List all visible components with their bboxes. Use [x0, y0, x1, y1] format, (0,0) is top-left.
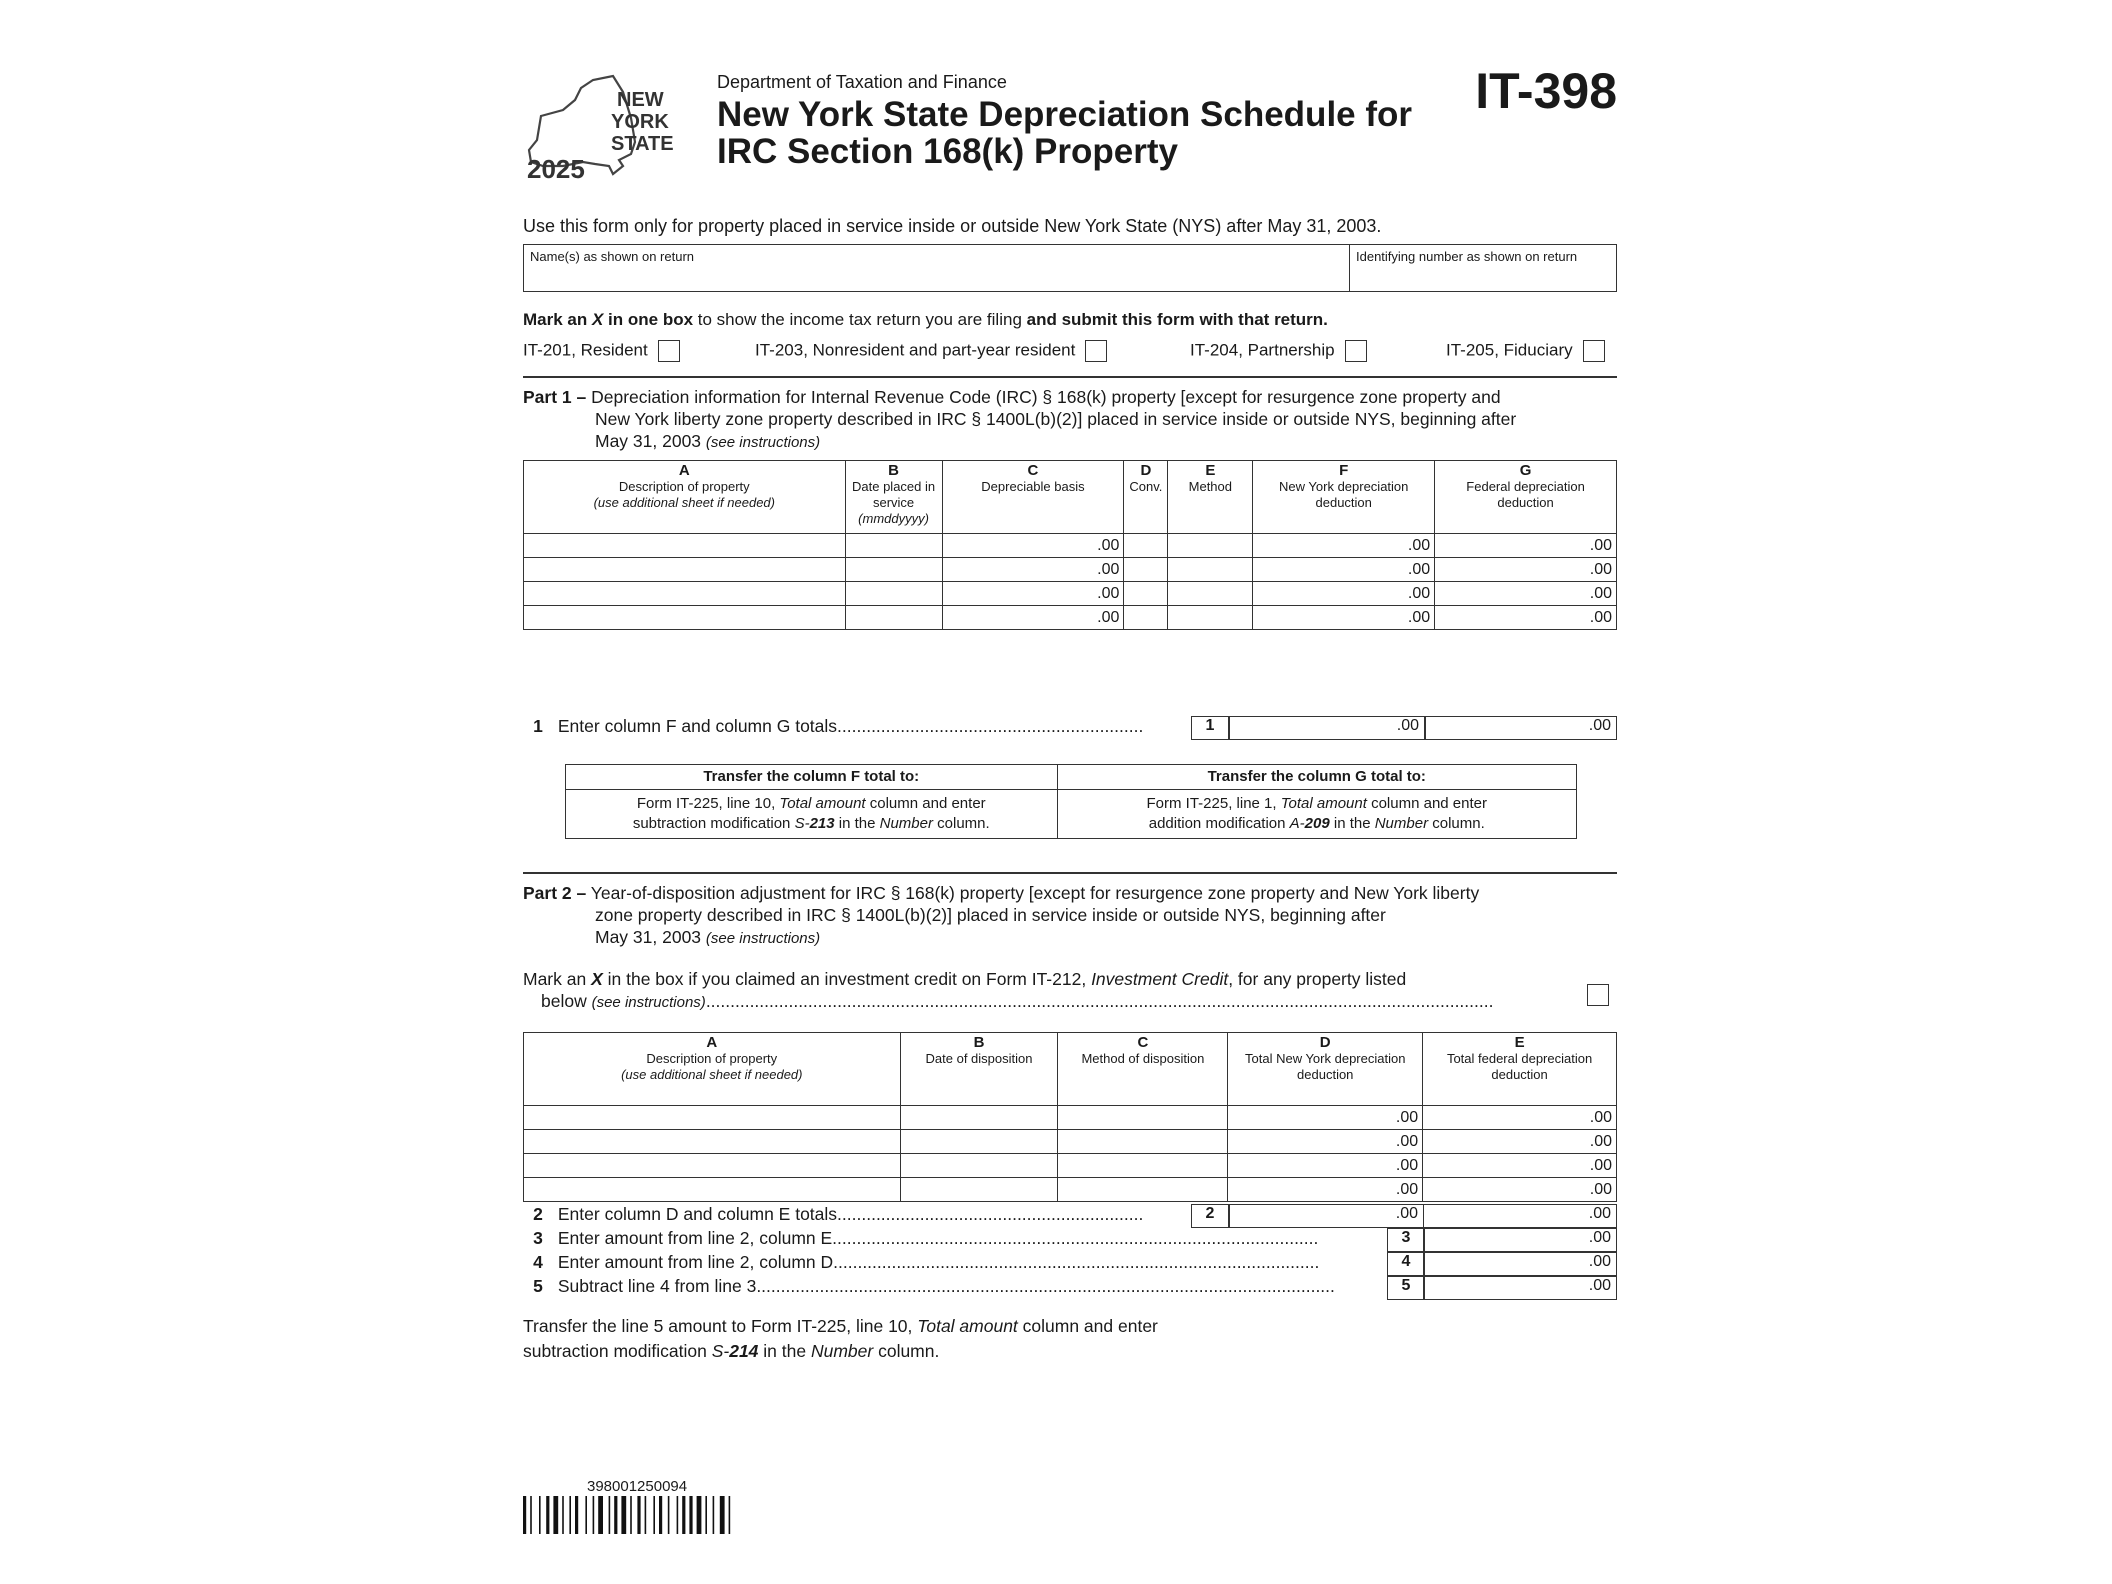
fed-deduction-input[interactable]: .00	[1435, 558, 1617, 582]
part1-table	[523, 460, 1617, 630]
table-row	[524, 606, 1617, 630]
line-2: 2 Enter column D and column E totals...............................................................	[533, 1204, 1144, 1224]
line-4: 4 Enter amount from line 2, column D....................................................................................................	[533, 1252, 1320, 1272]
date-input[interactable]	[845, 534, 942, 558]
mark-instruction: Mark an X in one box to show the income tax return you are filing and submit this form with that return.	[523, 310, 1328, 329]
ny-deduction-input[interactable]: .00	[1253, 582, 1435, 606]
part1-col-e-header: E Method	[1168, 461, 1253, 534]
line-1-ny-total[interactable]: .00	[1229, 716, 1425, 740]
logo-year: 2025	[527, 154, 585, 180]
form-number: IT-398	[1475, 63, 1617, 119]
return-type-it201: IT-201, Resident	[523, 340, 680, 362]
line-5-number-box: 5	[1387, 1276, 1425, 1300]
it204-checkbox[interactable]	[1345, 340, 1367, 362]
table-row	[524, 558, 1617, 582]
desc-input[interactable]	[524, 582, 846, 606]
name-field-label: Name(s) as shown on return	[530, 249, 695, 264]
basis-input[interactable]: .00	[942, 558, 1124, 582]
conv-input[interactable]	[1124, 606, 1168, 630]
part1-heading: Part 1 – Depreciation information for Internal Revenue Code (IRC) § 168(k) property [except for resurgence zone property and New York liberty zone property described in IRC § 1400L(b)(2)] placed in service inside or outside NYS, beginning after May 31, 2003 (see instructions)	[523, 387, 1517, 451]
part2-col-e-header: E Total federal depreciation deduction	[1423, 1033, 1617, 1106]
table-row	[524, 1178, 1617, 1202]
line-1-number-box: 1	[1191, 716, 1229, 740]
date-input[interactable]	[845, 582, 942, 606]
investment-credit-checkbox[interactable]	[1587, 984, 1609, 1006]
fed-deduction-input[interactable]: .00	[1435, 606, 1617, 630]
part1-col-f-header: F New York depreciation deduction	[1253, 461, 1435, 534]
disposition-date-input[interactable]	[900, 1106, 1058, 1130]
barcode-number: 398001250094	[587, 1478, 688, 1495]
method-input[interactable]	[1168, 534, 1253, 558]
part2-col-b-header: B Date of disposition	[900, 1033, 1058, 1106]
part2-col-c-header: C Method of disposition	[1058, 1033, 1228, 1106]
line-2-fed-total[interactable]: .00	[1423, 1204, 1617, 1228]
conv-input[interactable]	[1124, 582, 1168, 606]
transfer-g-heading: Transfer the column G total to:	[1057, 765, 1576, 790]
logo-york: YORK	[611, 111, 669, 133]
divider	[523, 376, 1617, 378]
basis-input[interactable]: .00	[942, 582, 1124, 606]
table-row	[524, 1106, 1617, 1130]
line-1-fed-total[interactable]: .00	[1425, 716, 1617, 740]
return-type-row	[523, 340, 1617, 370]
disposition-method-input[interactable]	[1058, 1106, 1228, 1130]
disposition-date-input[interactable]	[900, 1130, 1058, 1154]
id-field-label: Identifying number as shown on return	[1356, 249, 1578, 264]
new-york-state-logo	[523, 70, 693, 180]
transfer-f-text: Form IT-225, line 10, Total amount column and enter subtraction modification S-213 in the Number column.	[566, 790, 1058, 839]
fed-total-input[interactable]: .00	[1423, 1178, 1617, 1202]
barcode-icon	[523, 1496, 763, 1534]
disposition-method-input[interactable]	[1058, 1178, 1228, 1202]
transfer-g-text: Form IT-225, line 1, Total amount column and enter addition modification A-209 in the Number column.	[1057, 790, 1576, 839]
return-type-it203: IT-203, Nonresident and part-year resident	[755, 340, 1107, 362]
ny-deduction-input[interactable]: .00	[1253, 606, 1435, 630]
return-type-it204: IT-204, Partnership	[1190, 340, 1367, 362]
table-row	[524, 582, 1617, 606]
part1-col-c-header: C Depreciable basis	[942, 461, 1124, 534]
divider	[523, 872, 1617, 874]
part2-col-a-header: A Description of property (use additional sheet if needed)	[524, 1033, 901, 1106]
title-line-1: New York State Depreciation Schedule for	[717, 95, 1413, 134]
fed-total-input[interactable]: .00	[1423, 1154, 1617, 1178]
fed-deduction-input[interactable]: .00	[1435, 582, 1617, 606]
return-type-it205: IT-205, Fiduciary	[1446, 340, 1605, 362]
ny-deduction-input[interactable]: .00	[1253, 558, 1435, 582]
method-input[interactable]	[1168, 606, 1253, 630]
ny-total-input[interactable]: .00	[1228, 1106, 1423, 1130]
desc-input[interactable]	[524, 534, 846, 558]
basis-input[interactable]: .00	[942, 606, 1124, 630]
logo-new: NEW	[617, 89, 664, 111]
method-input[interactable]	[1168, 558, 1253, 582]
title-line-2: IRC Section 168(k) Property	[717, 132, 1178, 171]
date-input[interactable]	[845, 606, 942, 630]
part1-col-g-header: G Federal depreciation deduction	[1435, 461, 1617, 534]
intro-text: Use this form only for property placed in service inside or outside New York State (NYS) after May 31, 2003.	[523, 216, 1382, 236]
logo-state: STATE	[611, 133, 674, 155]
ny-total-input[interactable]: .00	[1228, 1154, 1423, 1178]
conv-input[interactable]	[1124, 534, 1168, 558]
transfer-table-part1	[565, 764, 1577, 839]
department-name: Department of Taxation and Finance	[717, 72, 1007, 92]
fed-total-input[interactable]: .00	[1423, 1130, 1617, 1154]
ny-total-input[interactable]: .00	[1228, 1178, 1423, 1202]
disposition-date-input[interactable]	[900, 1178, 1058, 1202]
table-row	[524, 534, 1617, 558]
part2-heading: Part 2 – Year-of-disposition adjustment for IRC § 168(k) property [except for resurgence zone property and New York liberty zone property described in IRC § 1400L(b)(2)] placed in service inside or outside NYS, beginning after May 31, 2003 (see instructions)	[523, 883, 1480, 947]
line-5-amount[interactable]: .00	[1423, 1276, 1617, 1300]
basis-input[interactable]: .00	[942, 534, 1124, 558]
disposition-method-input[interactable]	[1058, 1154, 1228, 1178]
table-row	[524, 1130, 1617, 1154]
desc-input[interactable]	[524, 1178, 901, 1202]
line-4-amount[interactable]: .00	[1423, 1252, 1617, 1276]
disposition-method-input[interactable]	[1058, 1130, 1228, 1154]
line-5-transfer-note: Transfer the line 5 amount to Form IT-225, line 10, Total amount column and enter subtraction modification S-214 in the Number column.	[523, 1316, 1158, 1361]
conv-input[interactable]	[1124, 558, 1168, 582]
line-3-amount[interactable]: .00	[1423, 1228, 1617, 1252]
form-title	[717, 96, 1412, 170]
date-input[interactable]	[845, 558, 942, 582]
part1-col-d-header: D Conv.	[1124, 461, 1168, 534]
disposition-date-input[interactable]	[900, 1154, 1058, 1178]
desc-input[interactable]	[524, 1106, 901, 1130]
it203-checkbox[interactable]	[1085, 340, 1107, 362]
line-2-number-box: 2	[1191, 1204, 1229, 1228]
line-3-number-box: 3	[1387, 1228, 1425, 1252]
method-input[interactable]	[1168, 582, 1253, 606]
it201-checkbox[interactable]	[658, 340, 680, 362]
part1-col-b-header: B Date placed in service (mmddyyyy)	[845, 461, 942, 534]
transfer-f-heading: Transfer the column F total to:	[566, 765, 1058, 790]
desc-input[interactable]	[524, 606, 846, 630]
name-id-box	[523, 244, 1617, 292]
fed-deduction-input[interactable]: .00	[1435, 534, 1617, 558]
line-2-ny-total[interactable]: .00	[1229, 1204, 1424, 1228]
investment-credit-line: Mark an X in the box if you claimed an investment credit on Form IT-212, Investment Credit, for any property listed below (see instructions)..................................................................................................................................................................	[523, 969, 1494, 1011]
line-3: 3 Enter amount from line 2, column E....................................................................................................	[533, 1228, 1319, 1248]
ny-total-input[interactable]: .00	[1228, 1130, 1423, 1154]
part2-col-d-header: D Total New York depreciation deduction	[1228, 1033, 1423, 1106]
it205-checkbox[interactable]	[1583, 340, 1605, 362]
table-row	[524, 1154, 1617, 1178]
ny-deduction-input[interactable]: .00	[1253, 534, 1435, 558]
part1-col-a-header: A Description of property (use additional sheet if needed)	[524, 461, 846, 534]
fed-total-input[interactable]: .00	[1423, 1106, 1617, 1130]
part2-table	[523, 1032, 1617, 1202]
desc-input[interactable]	[524, 1130, 901, 1154]
desc-input[interactable]	[524, 1154, 901, 1178]
desc-input[interactable]	[524, 558, 846, 582]
line-1: 1 Enter column F and column G totals...............................................................	[533, 716, 1144, 736]
line-5: 5 Subtract line 4 from line 3.......................................................................................................................	[533, 1276, 1335, 1296]
line-4-number-box: 4	[1387, 1252, 1425, 1276]
